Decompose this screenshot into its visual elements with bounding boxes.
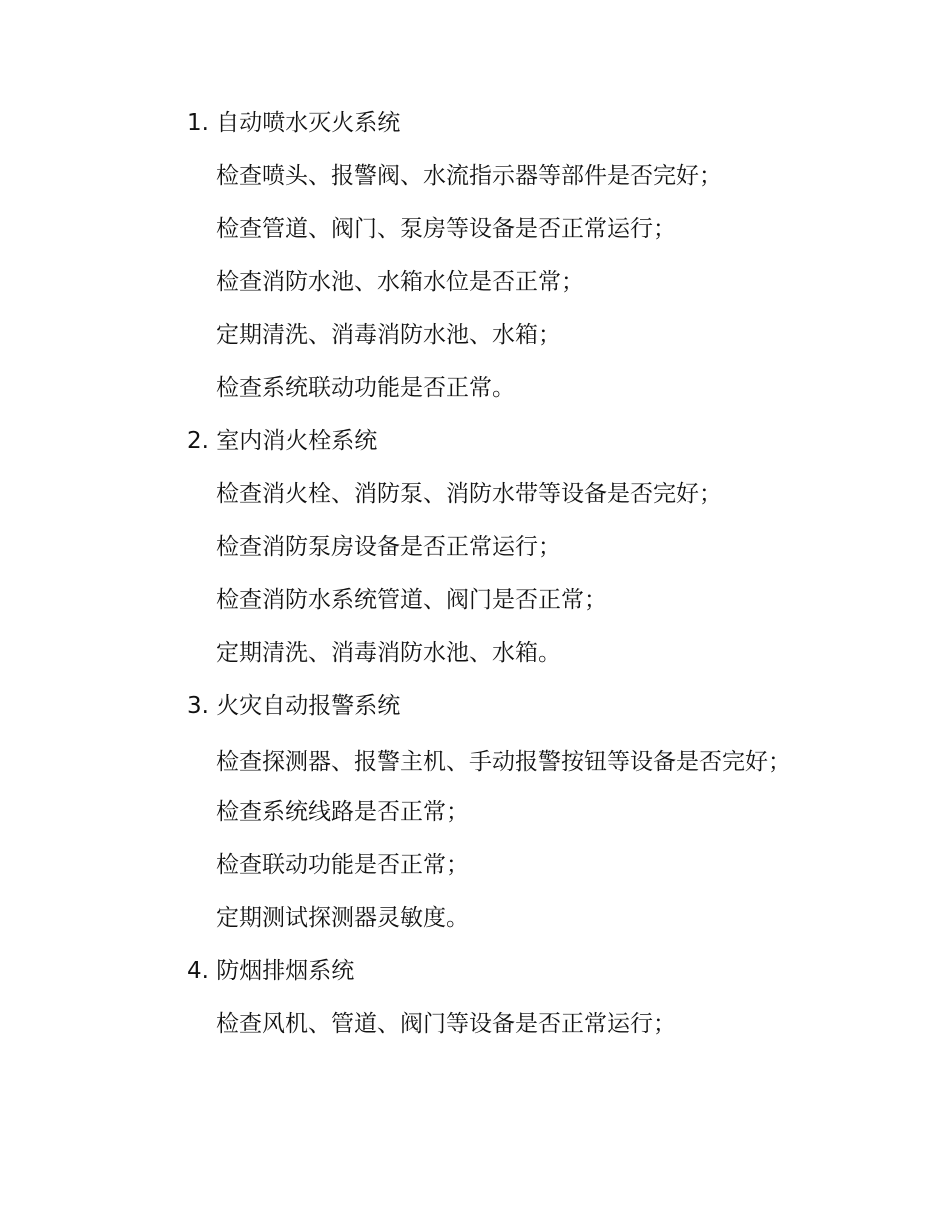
section-4-item-1: 检查风机、管道、阀门等设备是否正常运行； [216,1011,676,1037]
section-3-item-2: 检查系统线路是否正常； [216,799,469,825]
section-1-item-2: 检查管道、阀门、泵房等设备是否正常运行； [216,216,676,242]
section-1-item-5: 检查系统联动功能是否正常。 [216,375,515,401]
section-3-item-4: 定期测试探测器灵敏度。 [216,905,469,931]
section-1-item-3: 检查消防水池、水箱水位是否正常； [216,269,584,295]
section-heading-4: 4. 防烟排烟系统 [187,958,355,984]
section-2-item-1: 检查消火栓、消防泵、消防水带等设备是否完好； [216,481,722,507]
section-1-item-4: 定期清洗、消毒消防水池、水箱； [216,322,561,348]
document-body [140,108,800,1062]
section-1-item-1: 检查喷头、报警阀、水流指示器等部件是否完好； [216,163,722,189]
section-3-item-1: 检查探测器、报警主机、手动报警按钮等设备是否完好； [216,749,791,775]
section-heading-1: 1. 自动喷水灭火系统 [187,110,401,136]
section-2-item-3: 检查消防水系统管道、阀门是否正常； [216,587,607,613]
section-2-item-2: 检查消防泵房设备是否正常运行； [216,534,561,560]
section-heading-2: 2. 室内消火栓系统 [187,428,378,454]
section-heading-3: 3. 火灾自动报警系统 [187,693,401,719]
section-2-item-4: 定期清洗、消毒消防水池、水箱。 [216,640,561,666]
section-3-item-3: 检查联动功能是否正常； [216,852,469,878]
